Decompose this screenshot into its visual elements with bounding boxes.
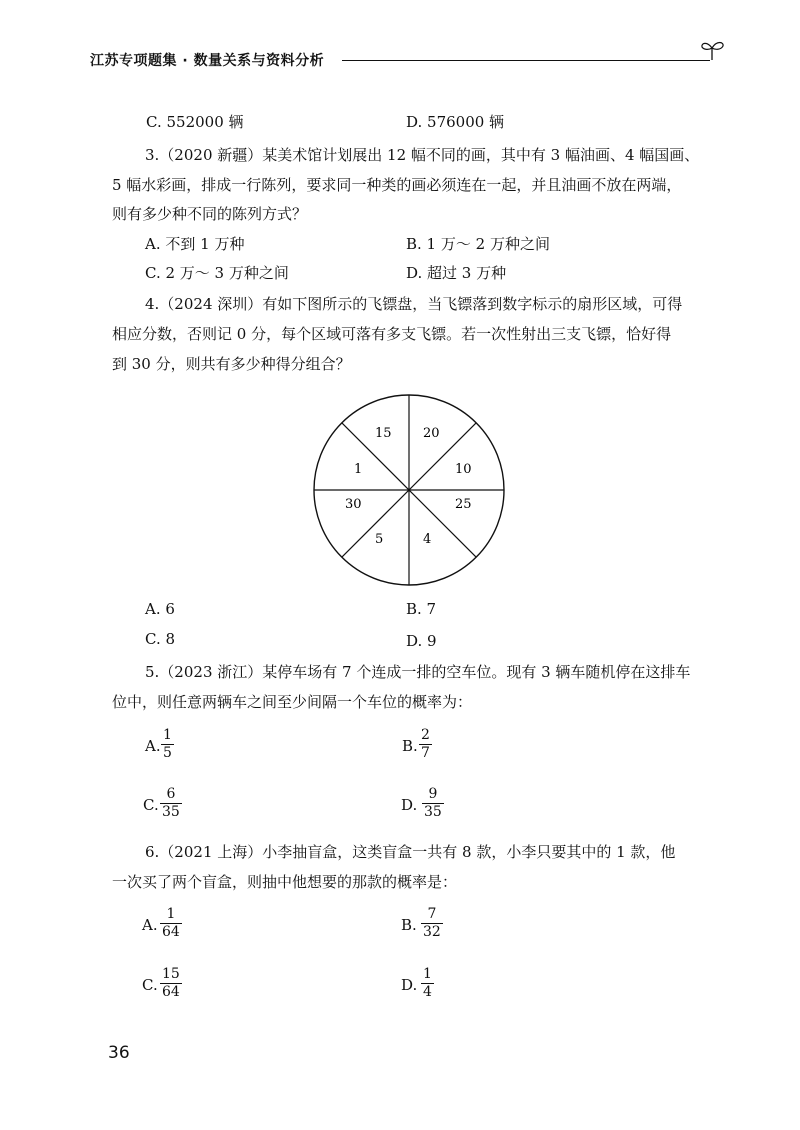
q6-option-b-label: B.	[401, 916, 417, 934]
q3-line-3: 则有多少种不同的陈列方式？	[112, 205, 308, 223]
fraction-numerator: 1	[163, 727, 172, 743]
fraction-denominator: 35	[162, 804, 180, 820]
q4-line-1: 4.（2024 深圳）有如下图所示的飞镖盘，当飞镖落到数字标示的扇形区域，可得	[145, 295, 683, 313]
q4-line-3: 到 30 分，则共有多少种得分组合？	[112, 355, 351, 373]
q6-option-a-label: A.	[142, 916, 158, 934]
sector-label-20: 20	[423, 426, 440, 441]
fraction-numerator: 9	[428, 786, 438, 802]
fraction-denominator: 32	[423, 924, 441, 940]
header-title: 江苏专项题集 · 数量关系与资料分析	[90, 53, 325, 69]
q5-line-1: 5.（2023 浙江）某停车场有 7 个连成一排的空车位。现有 3 辆车随机停在这排车	[145, 663, 691, 681]
q3-option-a: A. 不到 1 万种	[145, 235, 245, 253]
sector-label-1: 1	[354, 462, 363, 477]
sector-label-4: 4	[423, 532, 432, 547]
q5-option-b-fraction	[419, 727, 432, 762]
fraction-denominator: 5	[163, 745, 172, 761]
q5-option-a-fraction	[161, 727, 174, 762]
q3-line-1: 3.（2020 新疆）某美术馆计划展出 12 幅不同的画，其中有 3 幅油画、4 幅国画、	[145, 146, 700, 164]
q6-option-c-fraction	[160, 966, 182, 1001]
q6-line-1: 6.（2021 上海）小李抽盲盒，这类盲盒一共有 8 款，小李只要其中的 1 款，他	[145, 843, 676, 861]
q5-option-a-label: A.	[145, 737, 161, 755]
page-header	[90, 48, 730, 72]
fraction-numerator: 2	[421, 727, 430, 743]
q5-option-c-label: C.	[143, 796, 159, 814]
q2-option-c: C. 552000 辆	[146, 113, 244, 131]
dartboard-diagram	[311, 392, 507, 588]
fraction-denominator: 7	[421, 745, 430, 761]
q6-option-c-label: C.	[142, 976, 158, 994]
q4-option-c: C. 8	[145, 630, 176, 648]
q5-line-2: 位中，则任意两辆车之间至少间隔一个车位的概率为：	[112, 693, 473, 711]
q3-option-c: C. 2 万～ 3 万种之间	[145, 264, 289, 282]
fraction-numerator: 6	[166, 786, 176, 802]
fraction-denominator: 35	[424, 804, 442, 820]
fraction-denominator: 4	[423, 984, 432, 1000]
q3-option-d: D. 超过 3 万种	[406, 264, 507, 282]
fraction-denominator: 64	[162, 924, 180, 940]
q4-option-d: D. 9	[406, 632, 437, 650]
page-number: 36	[108, 1043, 130, 1063]
q5-option-d-label: D.	[401, 796, 418, 814]
q3-line-2: 5 幅水彩画，排成一行陈列，要求同一种类的画必须连在一起，并且油画不放在两端，	[112, 176, 682, 194]
q5-option-c-fraction	[160, 786, 182, 821]
fraction-numerator: 7	[427, 906, 437, 922]
q3-option-b: B. 1 万～ 2 万种之间	[406, 235, 550, 253]
q4-line-2: 相应分数，否则记 0 分，每个区域可落有多支飞镖。若一次性射出三支飞镖，恰好得	[112, 325, 672, 343]
q5-option-d-fraction	[422, 786, 444, 821]
q6-option-b-fraction	[421, 906, 443, 941]
q2-option-d: D. 576000 辆	[406, 113, 505, 131]
sector-label-25: 25	[455, 497, 472, 512]
q5-option-b-label: B.	[402, 737, 418, 755]
sprout-icon	[698, 38, 726, 62]
q4-option-a: A. 6	[145, 600, 175, 618]
header-rule	[342, 60, 710, 61]
q4-option-b: B. 7	[406, 600, 437, 618]
q6-option-d-fraction	[421, 966, 434, 1001]
q6-option-d-label: D.	[401, 976, 418, 994]
q6-option-a-fraction	[160, 906, 182, 941]
fraction-numerator: 1	[166, 906, 176, 922]
sector-label-30: 30	[345, 497, 362, 512]
q6-line-2: 一次买了两个盲盒，则抽中他想要的那款的概率是：	[112, 873, 458, 891]
fraction-denominator: 64	[162, 984, 180, 1000]
fraction-numerator: 1	[423, 966, 432, 982]
sector-label-5: 5	[375, 532, 384, 547]
fraction-numerator: 15	[162, 966, 180, 982]
sector-label-15: 15	[375, 426, 392, 441]
sector-label-10: 10	[455, 462, 472, 477]
